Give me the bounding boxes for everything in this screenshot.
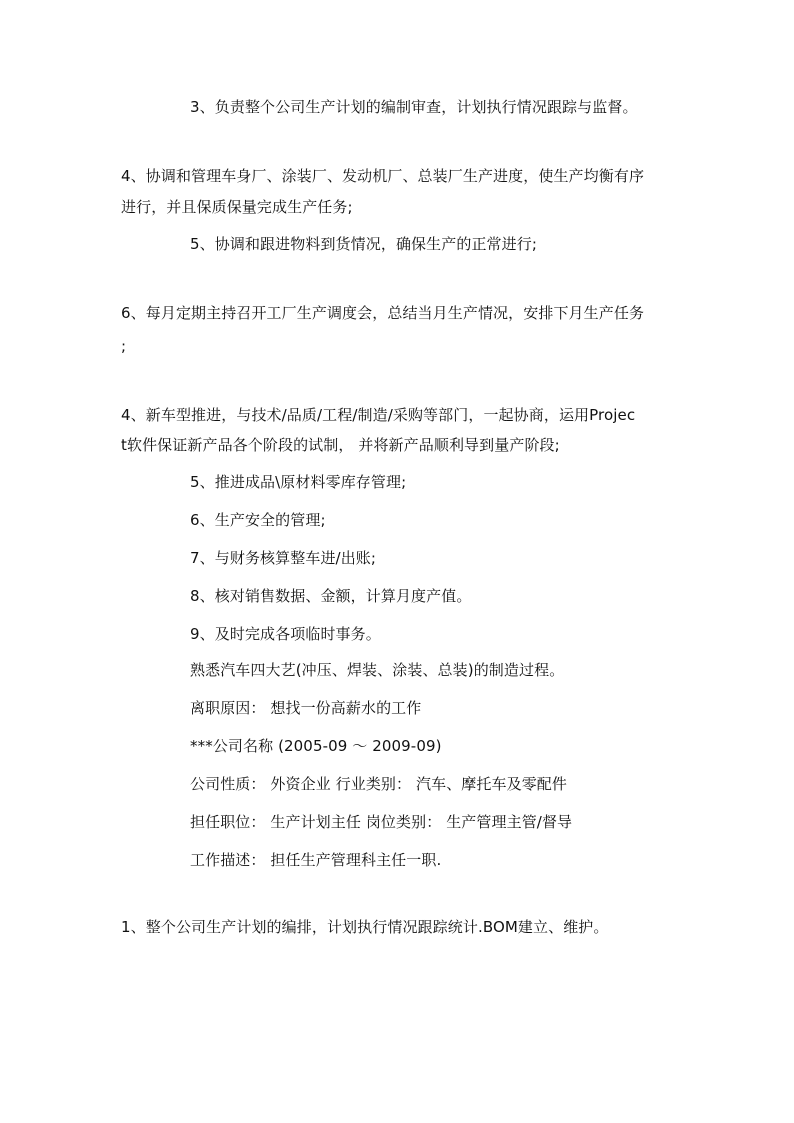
paragraph-line: 6、每月定期主持召开工厂生产调度会，总结当月生产情况，安排下月生产任务 [121, 304, 645, 322]
paragraph-line: 公司性质： 外资企业 行业类别： 汽车、摩托车及零配件 [190, 775, 568, 793]
paragraph-line: ; [121, 337, 127, 355]
paragraph-line: 担任职位： 生产计划主任 岗位类别： 生产管理主管/督导 [190, 813, 573, 831]
paragraph-line: 6、生产安全的管理; [190, 511, 326, 529]
paragraph-line: 5、推进成品\原材料零库存管理; [190, 473, 407, 491]
paragraph-line: 8、核对销售数据、金额，计算月度产值。 [190, 587, 472, 605]
paragraph-line: 离职原因： 想找一份高薪水的工作 [190, 699, 422, 717]
paragraph-line: 9、及时完成各项临时事务。 [190, 625, 381, 643]
paragraph-line: 熟悉汽车四大艺(冲压、焊装、涂装、总装)的制造过程。 [190, 661, 565, 679]
paragraph-line: ***公司名称 (2005-09 ～ 2009-09) [190, 737, 442, 755]
paragraph-line: 3、负责整个公司生产计划的编制审查，计划执行情况跟踪与监督。 [190, 98, 638, 116]
paragraph-line: 1、整个公司生产计划的编排，计划执行情况跟踪统计.BOM建立、维护。 [121, 918, 609, 936]
paragraph-line: 进行，并且保质保量完成生产任务; [121, 198, 353, 216]
paragraph-line: 7、与财务核算整车进/出账; [190, 549, 377, 567]
paragraph-line: 5、协调和跟进物料到货情况，确保生产的正常进行; [190, 235, 537, 253]
paragraph-line: 工作描述： 担任生产管理科主任一职. [190, 851, 442, 869]
paragraph-line: 4、协调和管理车身厂、涂装厂、发动机厂、总装厂生产进度，使生产均衡有序 [121, 167, 645, 185]
paragraph-line: t软件保证新产品各个阶段的试制， 并将新产品顺利导到量产阶段; [121, 436, 560, 454]
paragraph-line: 4、新车型推进，与技术/品质/工程/制造/采购等部门，一起协商，运用Projec [121, 406, 636, 424]
